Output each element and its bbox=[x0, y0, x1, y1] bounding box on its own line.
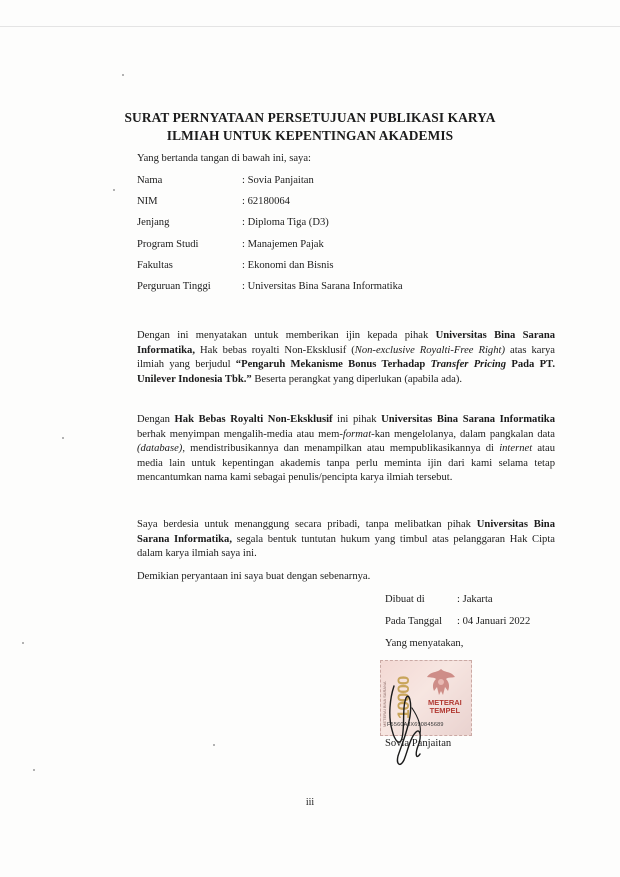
text-run: , mendistribusikannya dan menampilkan atau mempublikasikannya di bbox=[182, 443, 500, 455]
text-run: atau media lain untuk kepentingan akademis tanpa perlu meminta ijin dari kami selama tetap mencantumkan nama kami sebagai penulis/pencipta karya ilmiah tersebut. bbox=[137, 443, 555, 484]
date-value: : 04 Januari 2022 bbox=[457, 616, 531, 627]
signature-place-row bbox=[385, 594, 493, 616]
text-run: Dengan ini menyatakan untuk memberikan ijin kepada pihak bbox=[137, 330, 436, 341]
identity-value: : 62180064 bbox=[242, 196, 290, 208]
title-line-1: SURAT PERNYATAAN PERSETUJUAN PUBLIKASI KARYA bbox=[124, 110, 496, 125]
text-run: atas karya ilmiah yang berjudul bbox=[137, 344, 556, 371]
text-run: Dengan bbox=[137, 414, 175, 425]
scan-speck bbox=[213, 744, 215, 746]
page-number: iii bbox=[305, 797, 315, 808]
thesis-title-run: Pada PT. Unilever Indonesia Tbk.” bbox=[137, 359, 555, 385]
top-rule bbox=[0, 26, 620, 27]
intro-text: Yang bertanda tangan di bawah ini, saya: bbox=[137, 153, 311, 164]
scan-speck bbox=[62, 437, 64, 439]
handwritten-signature bbox=[372, 668, 442, 778]
scan-speck bbox=[33, 769, 35, 771]
stamp-label-line-1: METERAI bbox=[428, 698, 462, 707]
bold-run: Hak Bebas Royalti Non-Eksklusif bbox=[174, 414, 333, 425]
document-title bbox=[60, 109, 560, 145]
text-run: segala bentuk tuntutan hukum yang timbul atas pelanggaran Hak Cipta dalam karya ilmiah saya ini. bbox=[137, 533, 555, 560]
text-run: Hak bebas royalti Non-Eksklusif ( bbox=[194, 344, 355, 356]
identity-value: : Manajemen Pajak bbox=[242, 238, 324, 250]
identity-label: Jenjang bbox=[137, 217, 170, 229]
scan-speck bbox=[22, 642, 24, 644]
italic-run: format bbox=[342, 428, 372, 440]
thesis-title-italic-run: Transfer Pricing bbox=[430, 359, 507, 371]
italic-run: (database) bbox=[137, 443, 183, 455]
date-label: Pada Tanggal bbox=[385, 616, 443, 627]
text-run: ini pihak bbox=[332, 414, 382, 425]
identity-label: Fakultas bbox=[137, 259, 173, 271]
signature-statement: Yang menyatakan, bbox=[385, 638, 464, 649]
italic-run: Non-exclusive Royalti-Free Right) bbox=[354, 344, 505, 356]
identity-label: Program Studi bbox=[137, 238, 199, 250]
thesis-title-run: “Pengaruh Mekanisme Bonus Terhadap bbox=[235, 359, 431, 371]
identity-label: NIM bbox=[137, 196, 158, 208]
italic-run: internet bbox=[499, 443, 533, 455]
identity-label: Nama bbox=[137, 175, 163, 186]
stamp-value: 10000 bbox=[394, 676, 413, 719]
stamp-side-text: METERAI BINA SARANA bbox=[382, 681, 387, 727]
bold-run: Universitas Bina Sarana Informatika bbox=[381, 414, 555, 425]
scan-speck bbox=[122, 74, 124, 76]
text-run: Saya berdesia untuk menanggung secara pribadi, tanpa melibatkan pihak bbox=[137, 519, 477, 530]
paragraph-liability bbox=[137, 518, 555, 562]
paragraph-permission bbox=[137, 329, 555, 387]
text-run: berhak menyimpan mengalih-media atau mem- bbox=[137, 428, 343, 440]
identity-label: Perguruan Tinggi bbox=[137, 280, 211, 292]
text-run: Beserta perangkat yang diperlukan (apabila ada). bbox=[251, 373, 463, 385]
identity-value: : Sovia Panjaitan bbox=[242, 175, 314, 186]
scan-speck bbox=[113, 189, 115, 191]
text-run: -kan mengelolanya, dalam pangkalan data bbox=[371, 428, 555, 440]
identity-value: : Universitas Bina Sarana Informatika bbox=[242, 280, 403, 292]
signature-block bbox=[385, 594, 531, 660]
place-label: Dibuat di bbox=[385, 594, 425, 605]
place-value: : Jakarta bbox=[457, 594, 493, 605]
signature-date-row bbox=[385, 616, 531, 638]
stamp-serial: F5560AJX690845689 bbox=[387, 722, 444, 728]
identity-value: : Diploma Tiga (D3) bbox=[242, 217, 329, 229]
bold-run: Universitas Bina Sarana Informatika, bbox=[137, 519, 555, 545]
title-line-2: ILMIAH UNTUK KEPENTINGAN AKADEMIS bbox=[166, 128, 454, 143]
paragraph-closing: Demikian peryantaan ini saya buat dengan sebenarnya. bbox=[137, 571, 371, 582]
paragraph-rights bbox=[137, 413, 555, 486]
bold-run: Universitas Bina Sarana Informatika, bbox=[137, 330, 556, 356]
stamp-label-line-2: TEMPEL bbox=[429, 706, 461, 715]
signer-name: Sovia Panjaitan bbox=[385, 738, 452, 749]
identity-value: : Ekonomi dan Bisnis bbox=[242, 259, 334, 271]
